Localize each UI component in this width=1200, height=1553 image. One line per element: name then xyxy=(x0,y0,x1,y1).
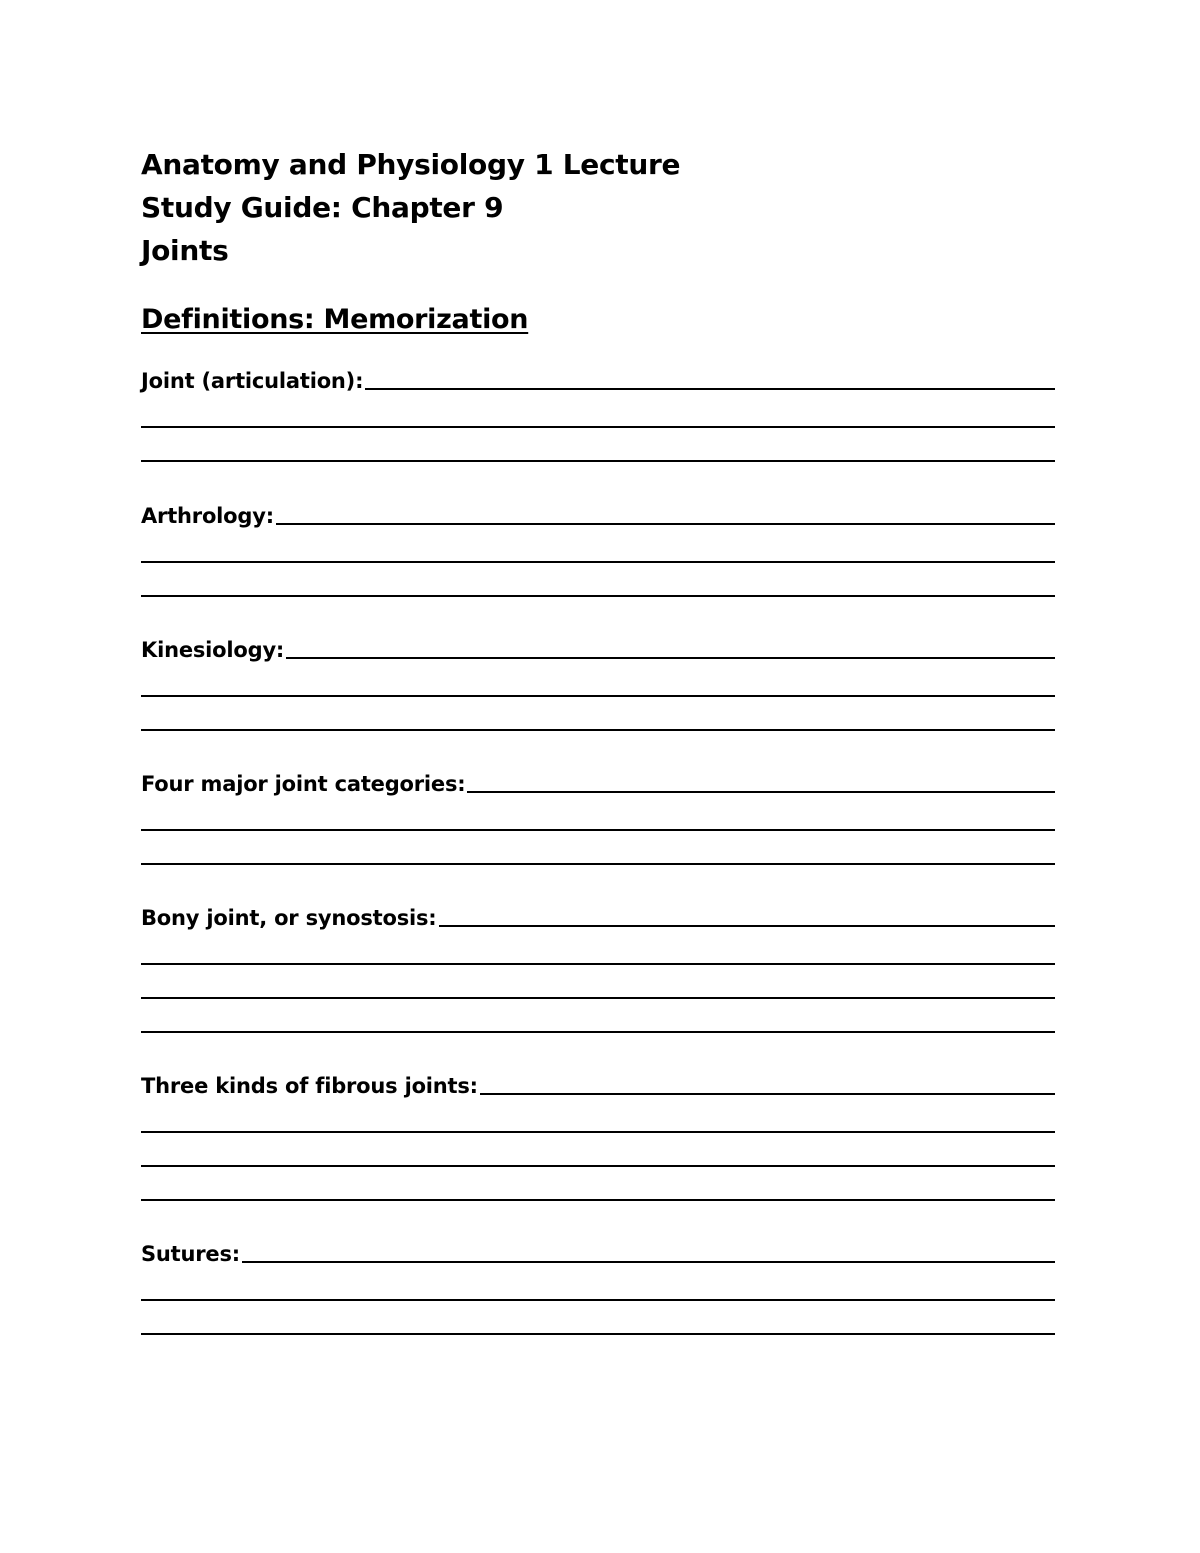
answer-line[interactable] xyxy=(141,1169,1055,1201)
answer-line[interactable] xyxy=(141,699,1055,731)
answer-line[interactable] xyxy=(467,791,1055,793)
answer-line[interactable] xyxy=(141,967,1055,999)
answer-line[interactable] xyxy=(141,833,1055,865)
answer-line[interactable] xyxy=(141,1101,1055,1133)
definition-label: Three kinds of fibrous joints: xyxy=(141,1074,478,1098)
definition-label: Four major joint categories: xyxy=(141,772,466,796)
answer-line[interactable] xyxy=(141,430,1055,462)
answer-line[interactable] xyxy=(141,565,1055,597)
definition-synostosis xyxy=(141,901,1055,1033)
definition-sutures xyxy=(141,1237,1055,1335)
answer-line[interactable] xyxy=(141,1001,1055,1033)
answer-line[interactable] xyxy=(439,925,1055,927)
section-heading: Definitions: Memorization xyxy=(141,304,529,335)
title-course: Anatomy and Physiology 1 Lecture xyxy=(141,148,681,181)
definition-fibrous-joints xyxy=(141,1069,1055,1201)
answer-line[interactable] xyxy=(141,799,1055,831)
answer-line[interactable] xyxy=(480,1093,1055,1095)
document-title xyxy=(141,143,1041,272)
definition-arthrology xyxy=(141,499,1055,597)
definition-label: Arthrology: xyxy=(141,504,274,528)
definition-label: Kinesiology: xyxy=(141,638,285,662)
answer-line[interactable] xyxy=(141,396,1055,428)
definition-label: Sutures: xyxy=(141,1242,240,1266)
answer-line[interactable] xyxy=(141,1303,1055,1335)
definition-label: Joint (articulation): xyxy=(141,369,364,393)
answer-line[interactable] xyxy=(242,1261,1055,1263)
title-chapter: Study Guide: Chapter 9 xyxy=(141,191,504,224)
answer-line[interactable] xyxy=(141,665,1055,697)
answer-line[interactable] xyxy=(365,388,1055,390)
definition-joint-categories xyxy=(141,767,1055,865)
answer-line[interactable] xyxy=(276,523,1055,525)
answer-line[interactable] xyxy=(141,531,1055,563)
answer-line[interactable] xyxy=(141,1269,1055,1301)
answer-line[interactable] xyxy=(141,933,1055,965)
definition-joint xyxy=(141,364,1055,462)
answer-line[interactable] xyxy=(286,657,1055,659)
definition-kinesiology xyxy=(141,633,1055,731)
answer-line[interactable] xyxy=(141,1135,1055,1167)
title-topic: Joints xyxy=(141,234,229,267)
definition-label: Bony joint, or synostosis: xyxy=(141,906,437,930)
